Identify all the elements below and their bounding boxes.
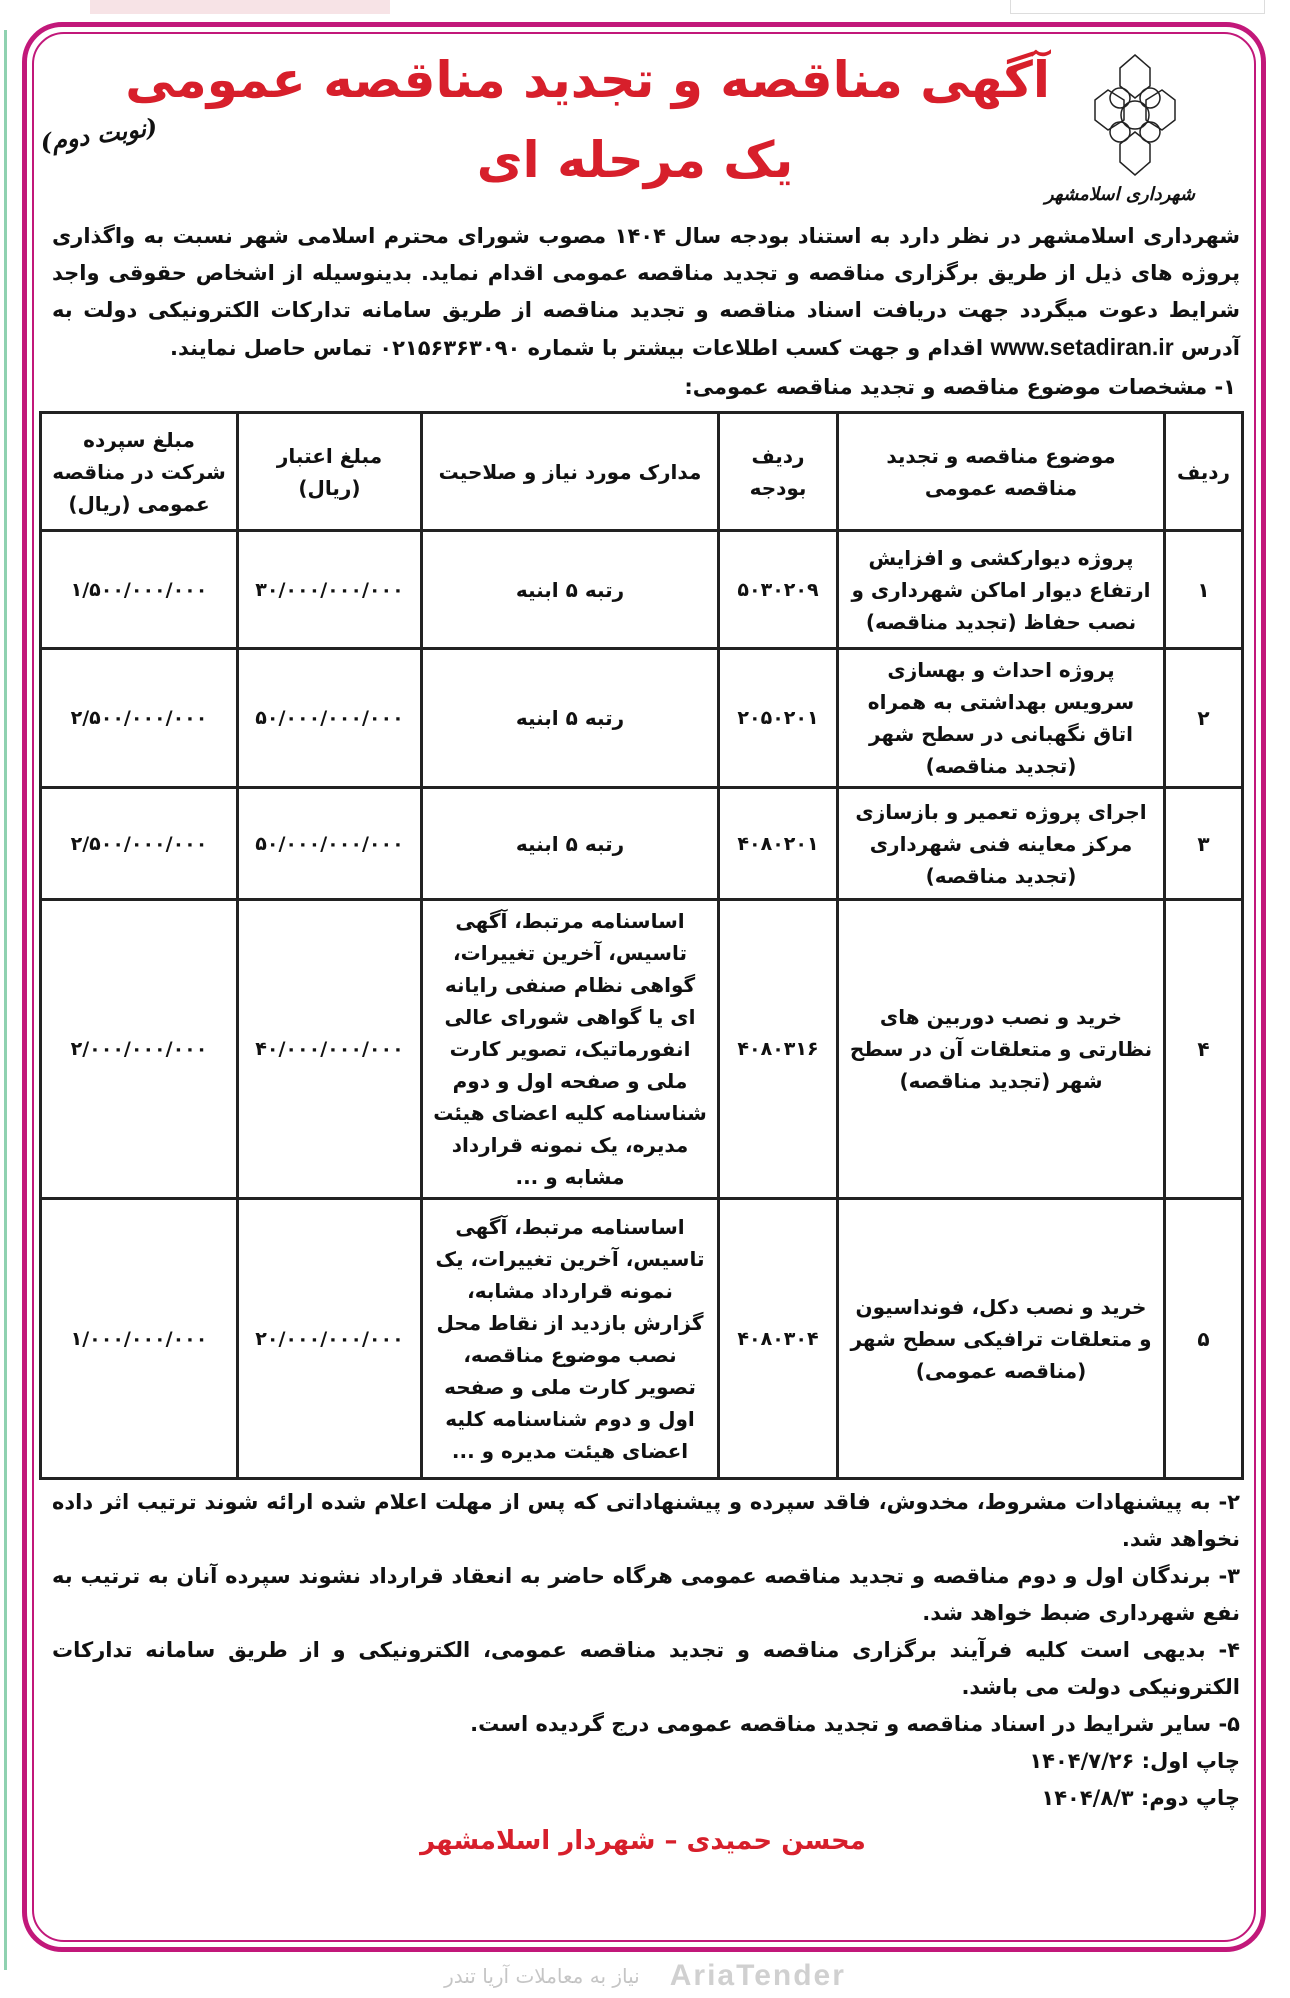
table-row [41,1199,1243,1479]
row-credit: ۲۰/۰۰۰/۰۰۰/۰۰۰ [238,1199,422,1479]
logo-text: شهرداری اسلامشهر [1044,184,1195,205]
row-budget: ۲۰۵۰۲۰۱ [719,649,838,788]
title-line-1: آگهی مناقصه و تجدید مناقصه عمومی [125,51,1050,109]
intro-paragraph [42,218,1244,367]
row-deposit: ۲/۰۰۰/۰۰۰/۰۰۰ [41,900,238,1199]
row-credit: ۳۰/۰۰۰/۰۰۰/۰۰۰ [238,531,422,649]
note-3: ۳- برندگان اول و دوم مناقصه و تجدید مناقصه عمومی هرگاه حاضر به انعقاد قرارداد نشوند سپرده آنان به ترتیب به نفع شهرداری ضبط خواهد شد. [52,1564,1240,1625]
notes-section [42,1480,1244,1817]
table-row [41,649,1243,788]
top-fade-strip [90,0,390,14]
row-subject: پروژه احداث و بهسازی سرویس بهداشتی به همراه اتاق نگهبانی در سطح شهر (تجدید مناقصه) [838,649,1165,788]
row-credit: ۵۰/۰۰۰/۰۰۰/۰۰۰ [238,788,422,900]
note-4: ۴- بدیهی است کلیه فرآیند برگزاری مناقصه و تجدید مناقصه عمومی، الکترونیکی و از طریق سامانه تدارکات الکترونیکی دولت می باشد. [52,1638,1240,1699]
intro-text-end: اقدام و جهت کسب اطلاعات بیشتر با شماره ۰۲۱۵۶۳۶۳۰۹۰ تماس حاصل نمایند. [170,336,984,360]
logo-emblem-icon [1090,50,1180,180]
row-number: ۵ [1165,1199,1243,1479]
row-budget: ۴۰۸۰۳۰۴ [719,1199,838,1479]
green-edge-line [4,30,7,1970]
municipality-logo [1044,50,1195,220]
row-docs: رتبه ۵ ابنیه [422,788,719,900]
row-budget: ۴۰۸۰۲۰۱ [719,788,838,900]
col-header: ردیف بودجه [719,413,838,531]
table-header-row [41,413,1243,531]
second-print-date: چاپ دوم: ۱۴۰۴/۸/۳ [1041,1786,1240,1810]
row-number: ۲ [1165,649,1243,788]
row-number: ۳ [1165,788,1243,900]
col-header: مبلغ اعتبار (ریال) [238,413,422,531]
page-title [125,40,1050,200]
first-print-date: چاپ اول: ۱۴۰۴/۷/۲۶ [1029,1749,1240,1773]
content-flow [42,218,1244,1859]
row-subject: اجرای پروژه تعمیر و بازسازی مرکز معاینه فنی شهرداری (تجدید مناقصه) [838,788,1165,900]
tender-table [39,411,1244,1480]
row-number: ۱ [1165,531,1243,649]
col-header: مبلغ سپرده شرکت در مناقصه عمومی (ریال) [41,413,238,531]
note-2: ۲- به پیشنهادات مشروط، مخدوش، فاقد سپرده و پیشنهاداتی که پس از مهلت اعلام شده ارائه شوند ترتیب اثر داده نخواهد شد. [52,1490,1240,1551]
signature: محسن حمیدی – شهردار اسلامشهر [420,1826,866,1856]
table-row [41,531,1243,649]
col-header: مدارک مورد نیاز و صلاحیت [422,413,719,531]
top-strip [1010,0,1265,14]
table-row [41,900,1243,1199]
section-1-heading: ۱- مشخصات موضوع مناقصه و تجدید مناقصه عمومی: [684,375,1236,399]
row-subject: پروژه دیوارکشی و افزایش ارتفاع دیوار اماکن شهرداری و نصب حفاظ (تجدید مناقصه) [838,531,1165,649]
row-deposit: ۱/۵۰۰/۰۰۰/۰۰۰ [41,531,238,649]
row-subject: خرید و نصب دوربین های نظارتی و متعلقات آن در سطح شهر (تجدید مناقصه) [838,900,1165,1199]
col-header: ردیف [1165,413,1243,531]
row-subject: خرید و نصب دکل، فونداسیون و متعلقات ترافیکی سطح شهر (مناقصه عمومی) [838,1199,1165,1479]
row-docs: اساسنامه مرتبط، آگهی تاسیس، آخرین تغییرات، یک نمونه قرارداد مشابه، گزارش بازدید از نقاط محل نصب موضوع مناقصه، تصویر کارت ملی و صفحه اول و دوم شناسنامه کلیه اعضای هیئت مدیره و ... [422,1199,719,1479]
row-docs: اساسنامه مرتبط، آگهی تاسیس، آخرین تغییرات، گواهی نظام صنفی رایانه ای یا گواهی شورای عالی انفورماتیک، تصویر کارت ملی و صفحه اول و دوم شناسنامه کلیه اعضای هیئت مدیره، یک نمونه قرارداد مشابه و ... [422,900,719,1199]
row-docs: رتبه ۵ ابنیه [422,531,719,649]
watermark-brand: AriaTender [669,1959,846,1992]
row-budget: ۵۰۳۰۲۰۹ [719,531,838,649]
website-link[interactable]: www.setadiran.ir [990,334,1174,360]
note-5: ۵- سایر شرایط در اسناد مناقصه و تجدید مناقصه عمومی درج گردیده است. [470,1712,1240,1736]
row-budget: ۴۰۸۰۳۱۶ [719,900,838,1199]
row-number: ۴ [1165,900,1243,1199]
table-row [41,788,1243,900]
row-credit: ۵۰/۰۰۰/۰۰۰/۰۰۰ [238,649,422,788]
watermark-tagline: نیاز به معاملات آریا تندر [444,1964,640,1988]
watermark [0,1956,1290,1996]
row-deposit: ۲/۵۰۰/۰۰۰/۰۰۰ [41,649,238,788]
col-header: موضوع مناقصه و تجدید مناقصه عمومی [838,413,1165,531]
title-line-2: یک مرحله ای [476,131,794,189]
row-docs: رتبه ۵ ابنیه [422,649,719,788]
row-deposit: ۱/۰۰۰/۰۰۰/۰۰۰ [41,1199,238,1479]
row-deposit: ۲/۵۰۰/۰۰۰/۰۰۰ [41,788,238,900]
row-credit: ۴۰/۰۰۰/۰۰۰/۰۰۰ [238,900,422,1199]
intro-text: شهرداری اسلامشهر در نظر دارد به استناد بودجه سال ۱۴۰۴ مصوب شورای محترم اسلامی شهر نسبت به واگذاری پروژه های ذیل از طریق برگزاری مناقصه و تجدید مناقصه عمومی اقدام نماید. بدینوسیله از اشخاص حقوقی واجد شرایط دعوت میگردد جهت دریافت اسناد مناقصه و تجدید مناقصه از طریق سامانه تدارکات الکترونیکی دولت به آدرس [52,224,1240,360]
round-label: (نوبت دوم) [38,111,159,158]
